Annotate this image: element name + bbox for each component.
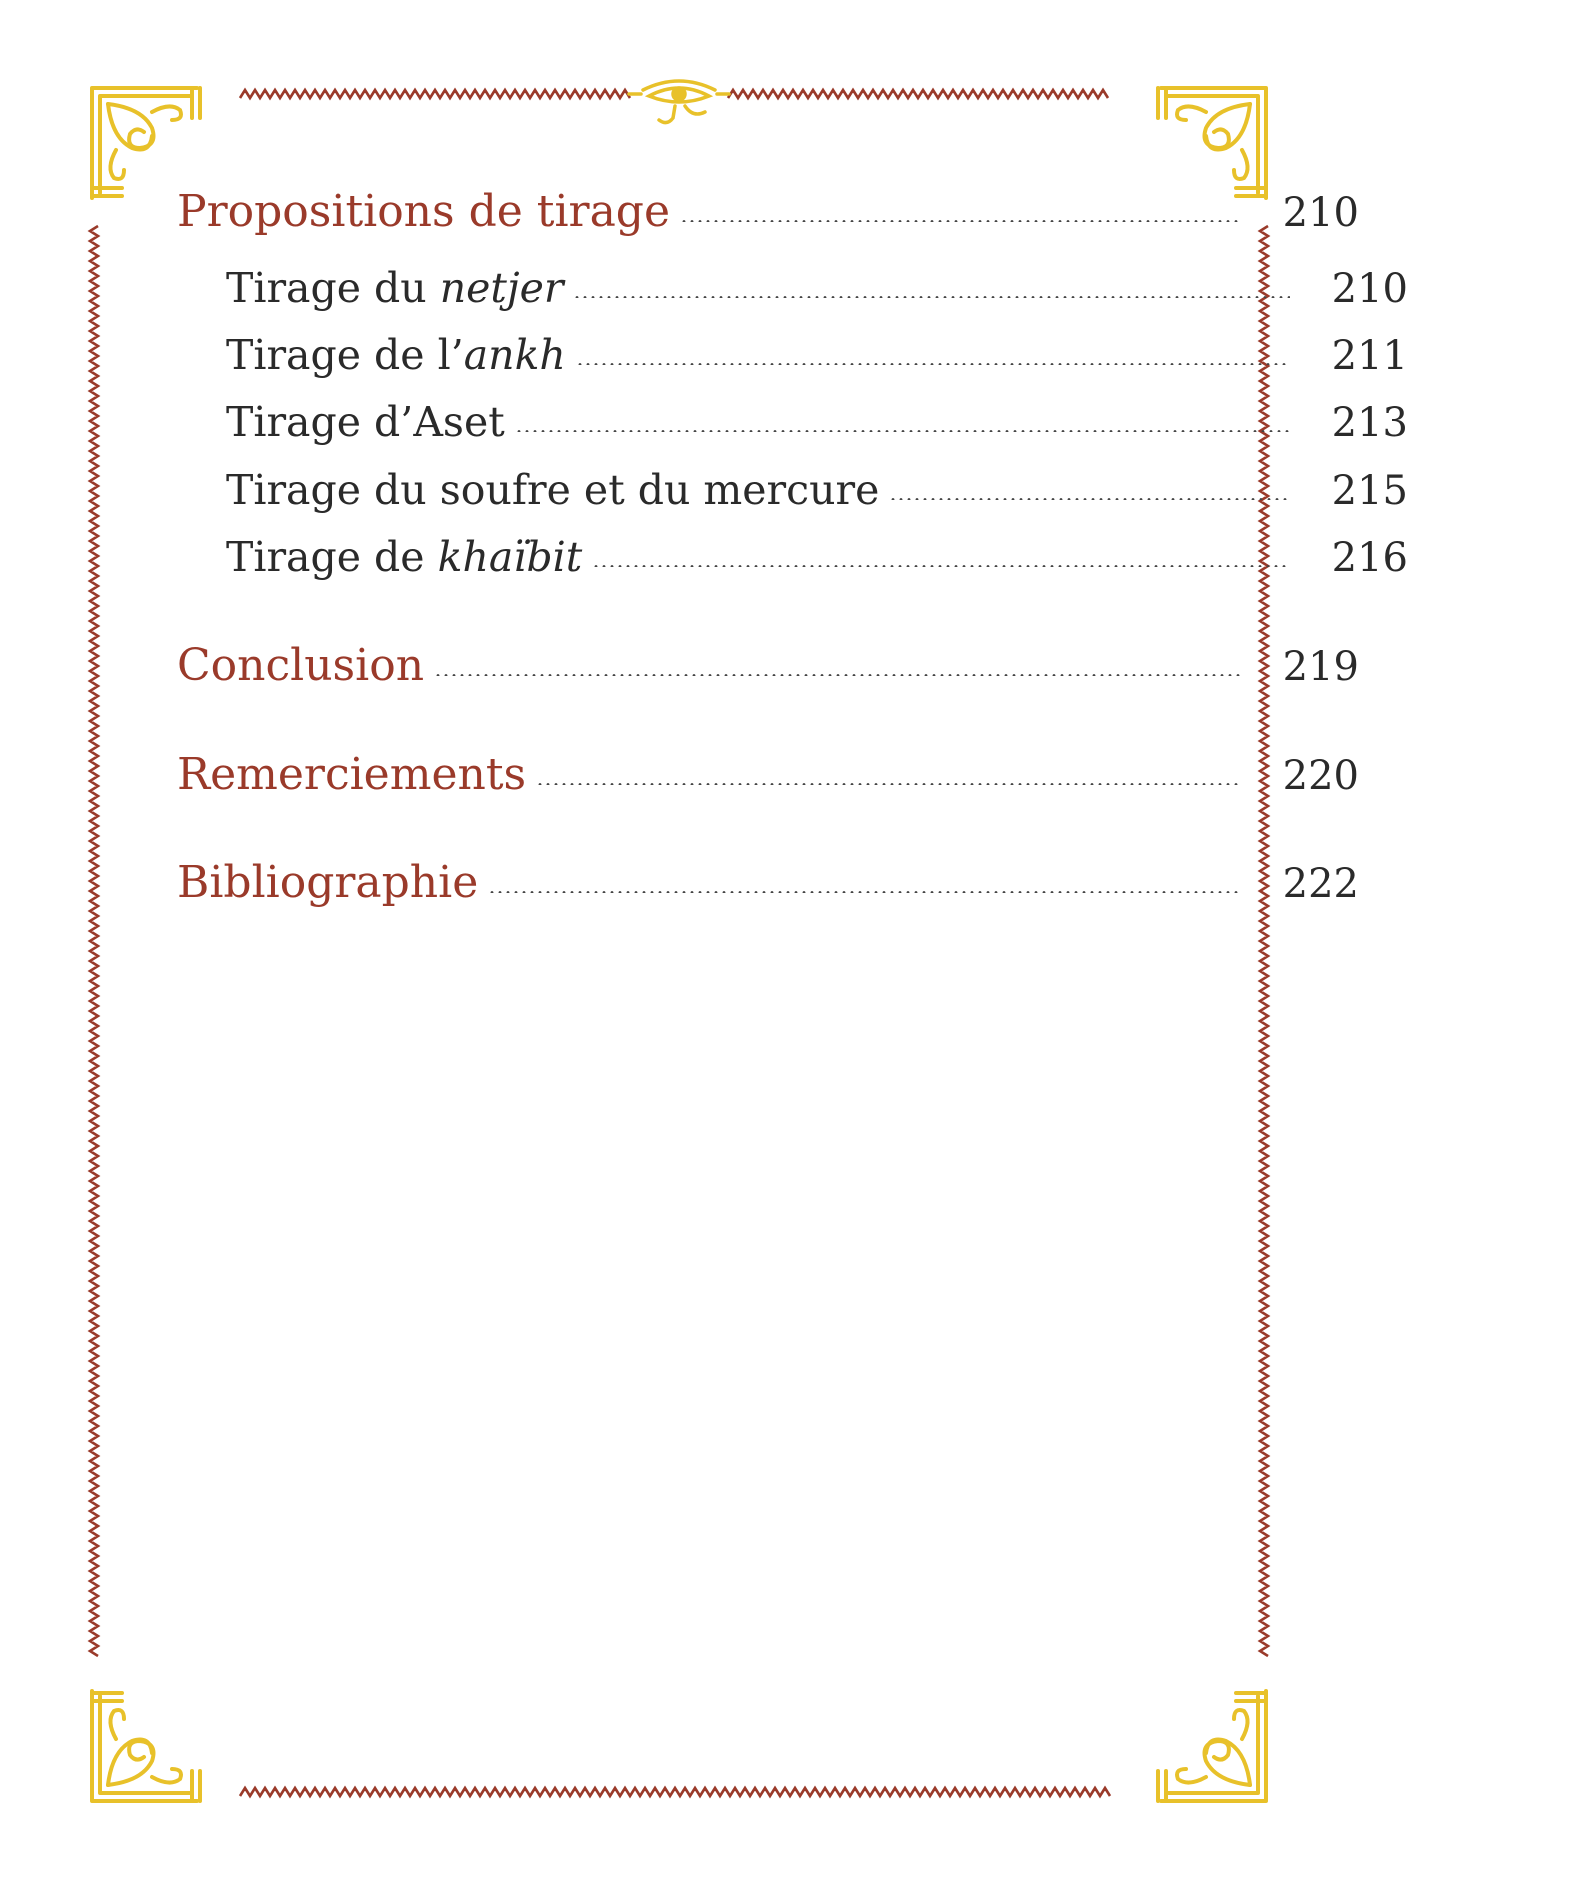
toc-entry-subsection[interactable]	[0, 466, 1584, 526]
toc-entry-page-number: 220	[1282, 753, 1359, 799]
toc-entry-page-number: 216	[1331, 535, 1408, 581]
toc-entry-section[interactable]	[0, 857, 1535, 917]
toc-entry-title	[226, 466, 879, 514]
toc-entry-page-number: 222	[1282, 861, 1359, 907]
toc-entry-title-italic: netjer	[439, 264, 564, 312]
dot-leader	[488, 891, 1241, 893]
toc-entry-subsection[interactable]	[0, 331, 1584, 391]
toc-entry-page-number: 219	[1282, 644, 1359, 690]
toc-entry-title	[226, 398, 505, 446]
corner-scroll-ornament-icon	[92, 88, 200, 198]
dot-leader	[573, 296, 1290, 298]
toc-entry-page-number: 215	[1331, 468, 1408, 514]
eye-of-horus-icon	[629, 81, 729, 123]
toc-entry-title-text: Propositions de tirage	[177, 186, 671, 237]
dot-leader	[889, 498, 1290, 500]
dot-leader	[592, 565, 1290, 567]
top-zigzag-border-left	[240, 90, 630, 98]
dot-leader	[680, 220, 1241, 222]
dot-leader	[536, 783, 1241, 785]
toc-entry-title-text: Tirage du soufre et du mercure	[226, 466, 880, 514]
toc-entry-page-number: 211	[1331, 333, 1408, 379]
toc-entry-title-text: Tirage de l’	[226, 331, 464, 379]
toc-entry-title-text: Tirage de	[226, 533, 438, 581]
bottom-zigzag-border	[240, 1788, 1110, 1796]
dot-leader	[434, 674, 1241, 676]
toc-entry-title-text: Tirage du	[226, 264, 440, 312]
toc-entry-section[interactable]	[0, 186, 1535, 246]
top-zigzag-border-right	[728, 90, 1108, 98]
toc-entry-page-number: 210	[1282, 190, 1359, 236]
toc-entry-title	[226, 331, 566, 379]
toc-entry-section[interactable]	[0, 640, 1535, 700]
toc-entry-title-text: Remerciements	[177, 749, 527, 800]
toc-entry-title	[226, 264, 563, 312]
toc-entry-title-italic: ankh	[463, 331, 566, 379]
toc-entry-title-italic: khaïbit	[437, 533, 583, 581]
toc-entry-title-text: Tirage d’Aset	[226, 398, 505, 446]
dot-leader	[576, 363, 1290, 365]
toc-entry-subsection[interactable]	[0, 533, 1584, 593]
toc-entry-title	[226, 533, 582, 581]
toc-entry-page-number: 213	[1331, 400, 1408, 446]
toc-entry-title-text: Bibliographie	[177, 857, 479, 908]
toc-entry-title	[177, 749, 526, 800]
toc-entry-title	[177, 640, 424, 691]
toc-entry-title	[177, 857, 478, 908]
toc-entry-subsection[interactable]	[0, 398, 1584, 458]
toc-entry-subsection[interactable]	[0, 264, 1584, 324]
toc-entry-page-number: 210	[1331, 266, 1408, 312]
dot-leader	[515, 430, 1290, 432]
toc-entry-title-text: Conclusion	[177, 640, 425, 691]
toc-entry-title	[177, 186, 670, 237]
toc-entry-section[interactable]	[0, 749, 1535, 809]
